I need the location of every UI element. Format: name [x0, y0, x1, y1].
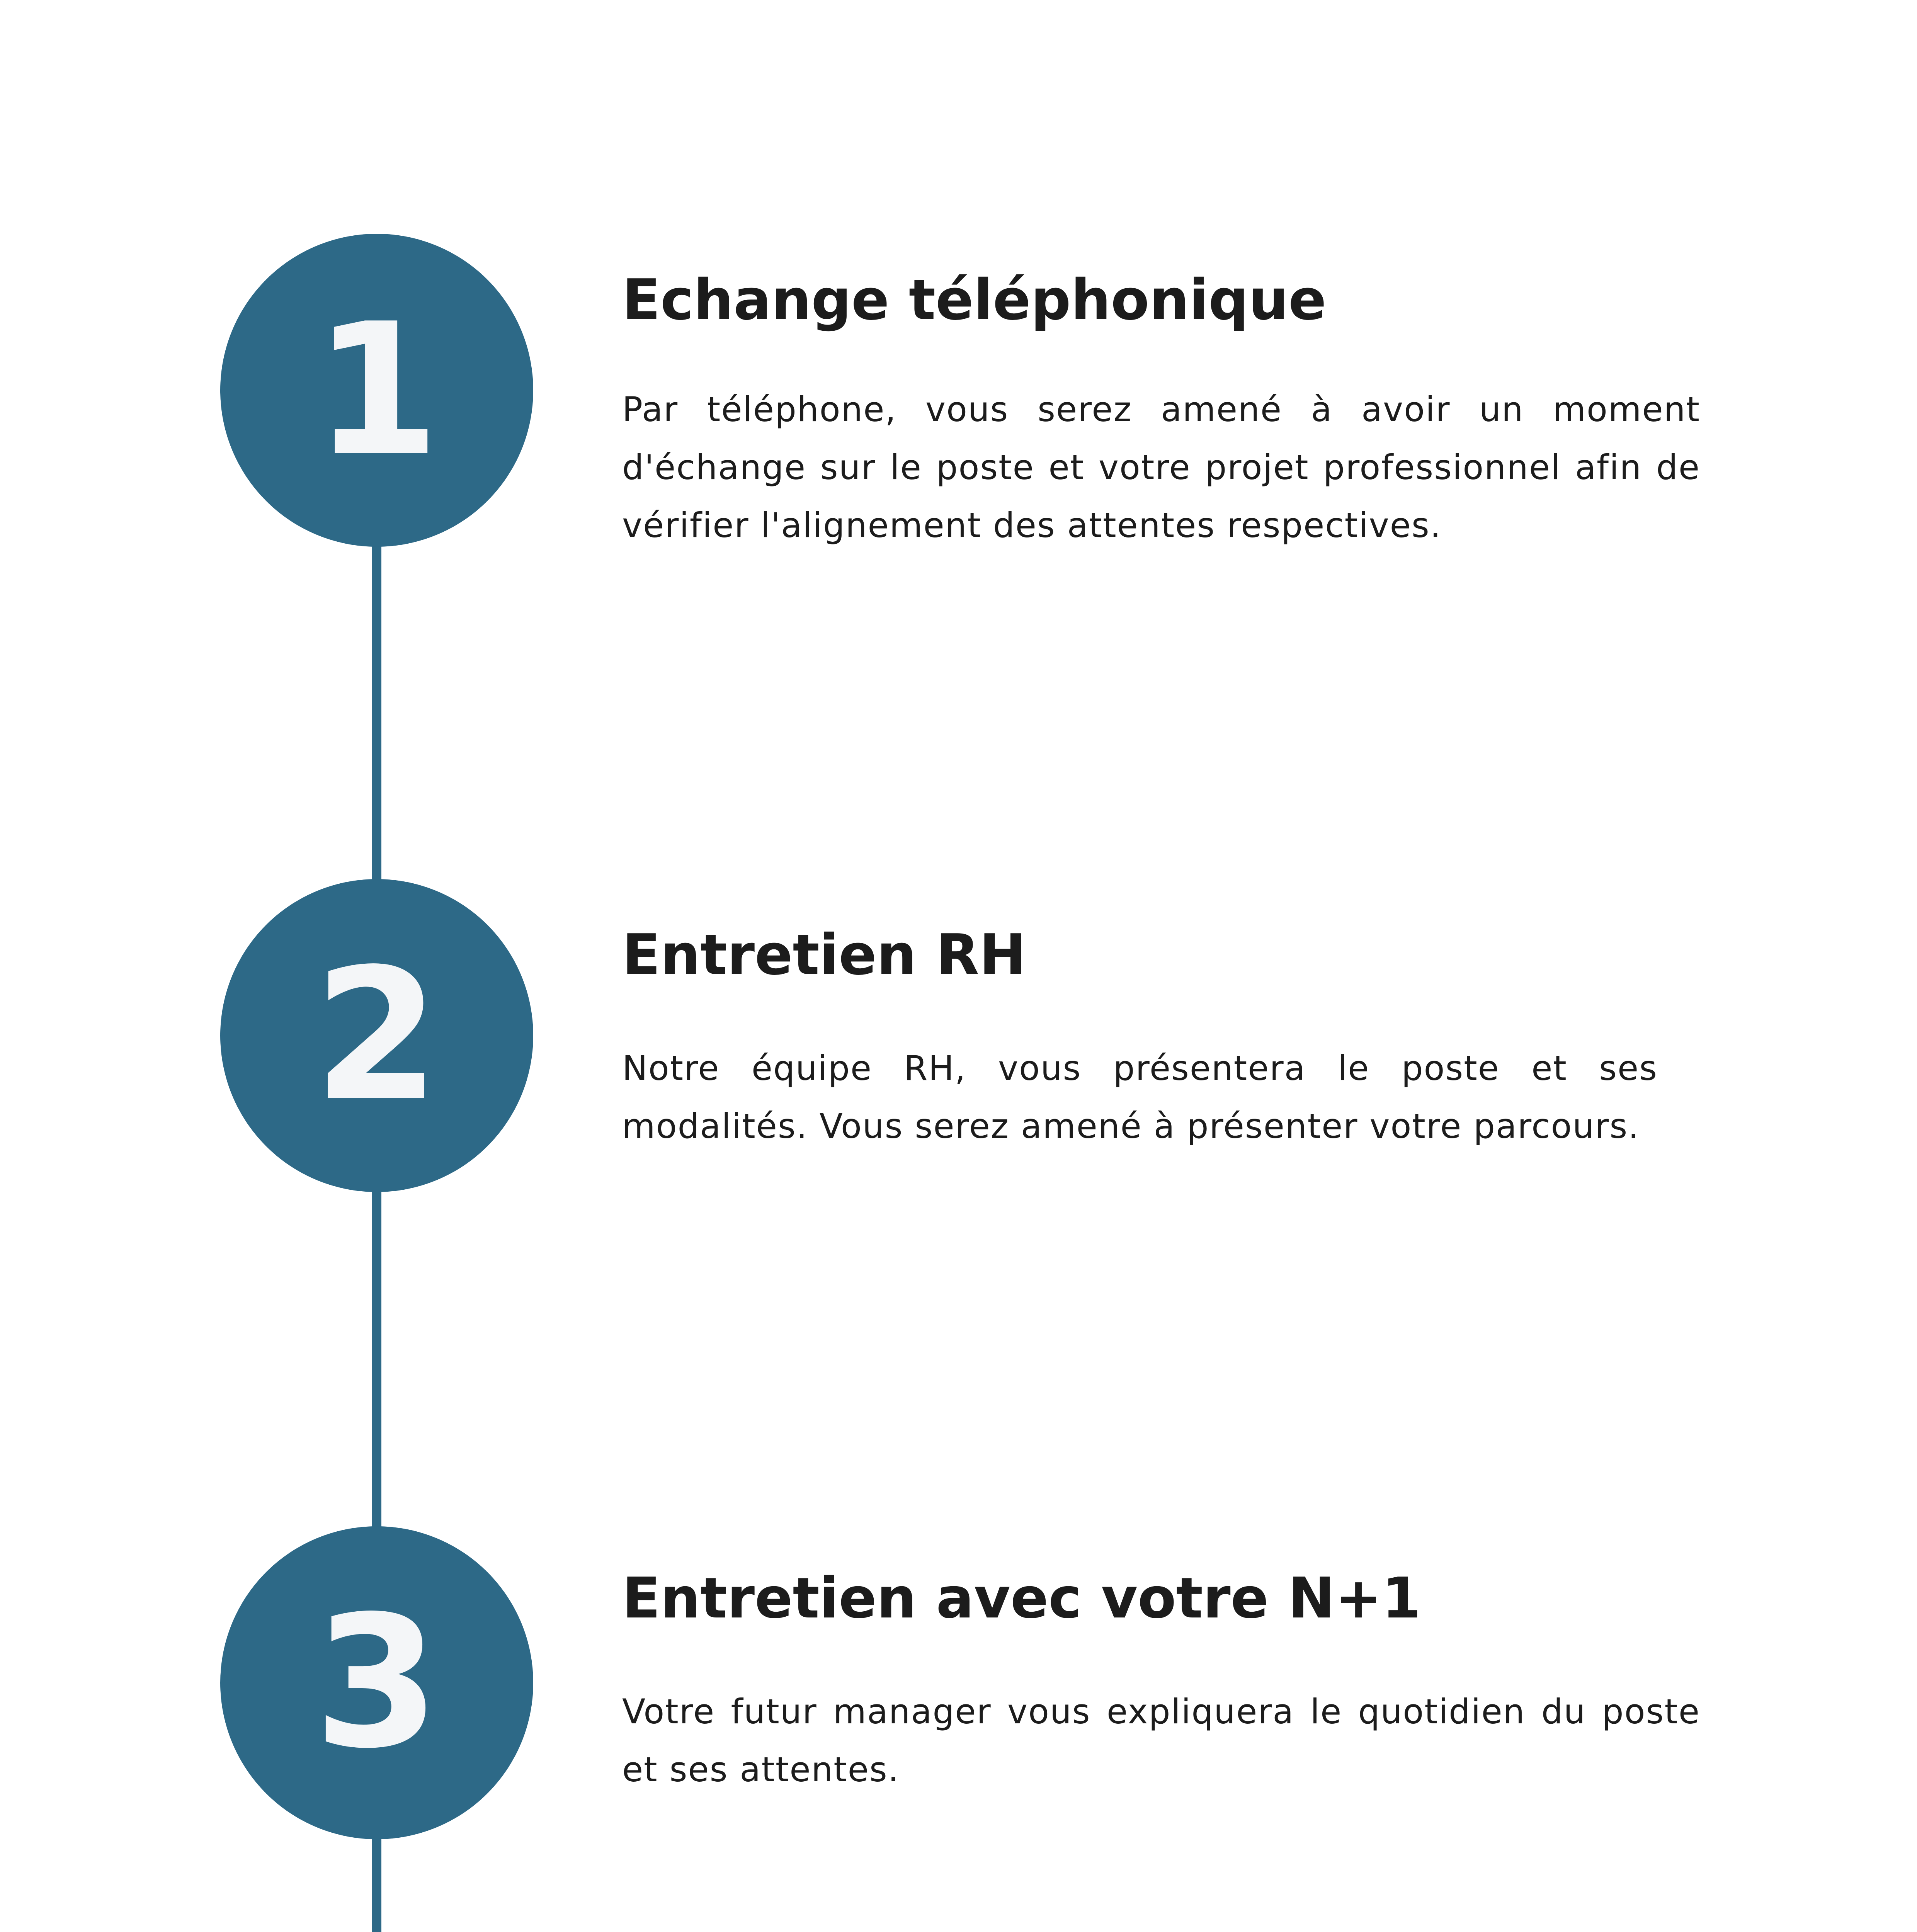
step-3-description: Votre futur manager vous expliquera le quotidien du poste et ses attentes. — [622, 1692, 1700, 1789]
step-2-circle — [220, 879, 533, 1192]
step-1-circle — [220, 234, 533, 547]
step-2-number: 2 — [313, 930, 440, 1141]
timeline-connector-3-4 — [372, 1828, 381, 1932]
step-3-number: 3 — [313, 1577, 440, 1788]
step-1-title: Echange téléphonique — [622, 267, 1327, 333]
step-1-description: Par téléphone, vous serez amené à avoir un moment d'échange sur le poste et votre projet professionnel afin de vérifier l'alignement des attentes respectives. — [622, 389, 1700, 545]
timeline-connector-1-2 — [372, 541, 381, 889]
step-1-number: 1 — [313, 284, 440, 496]
step-3-title: Entretien avec votre N+1 — [622, 1566, 1421, 1631]
step-2-description: Notre équipe RH, vous présentera le poste et ses modalités. Vous serez amené à présenter votre parcours. — [622, 1048, 1658, 1146]
step-2-title: Entretien RH — [622, 922, 1026, 988]
step-3-circle — [220, 1526, 533, 1839]
timeline-connector-2-3 — [372, 1186, 381, 1534]
